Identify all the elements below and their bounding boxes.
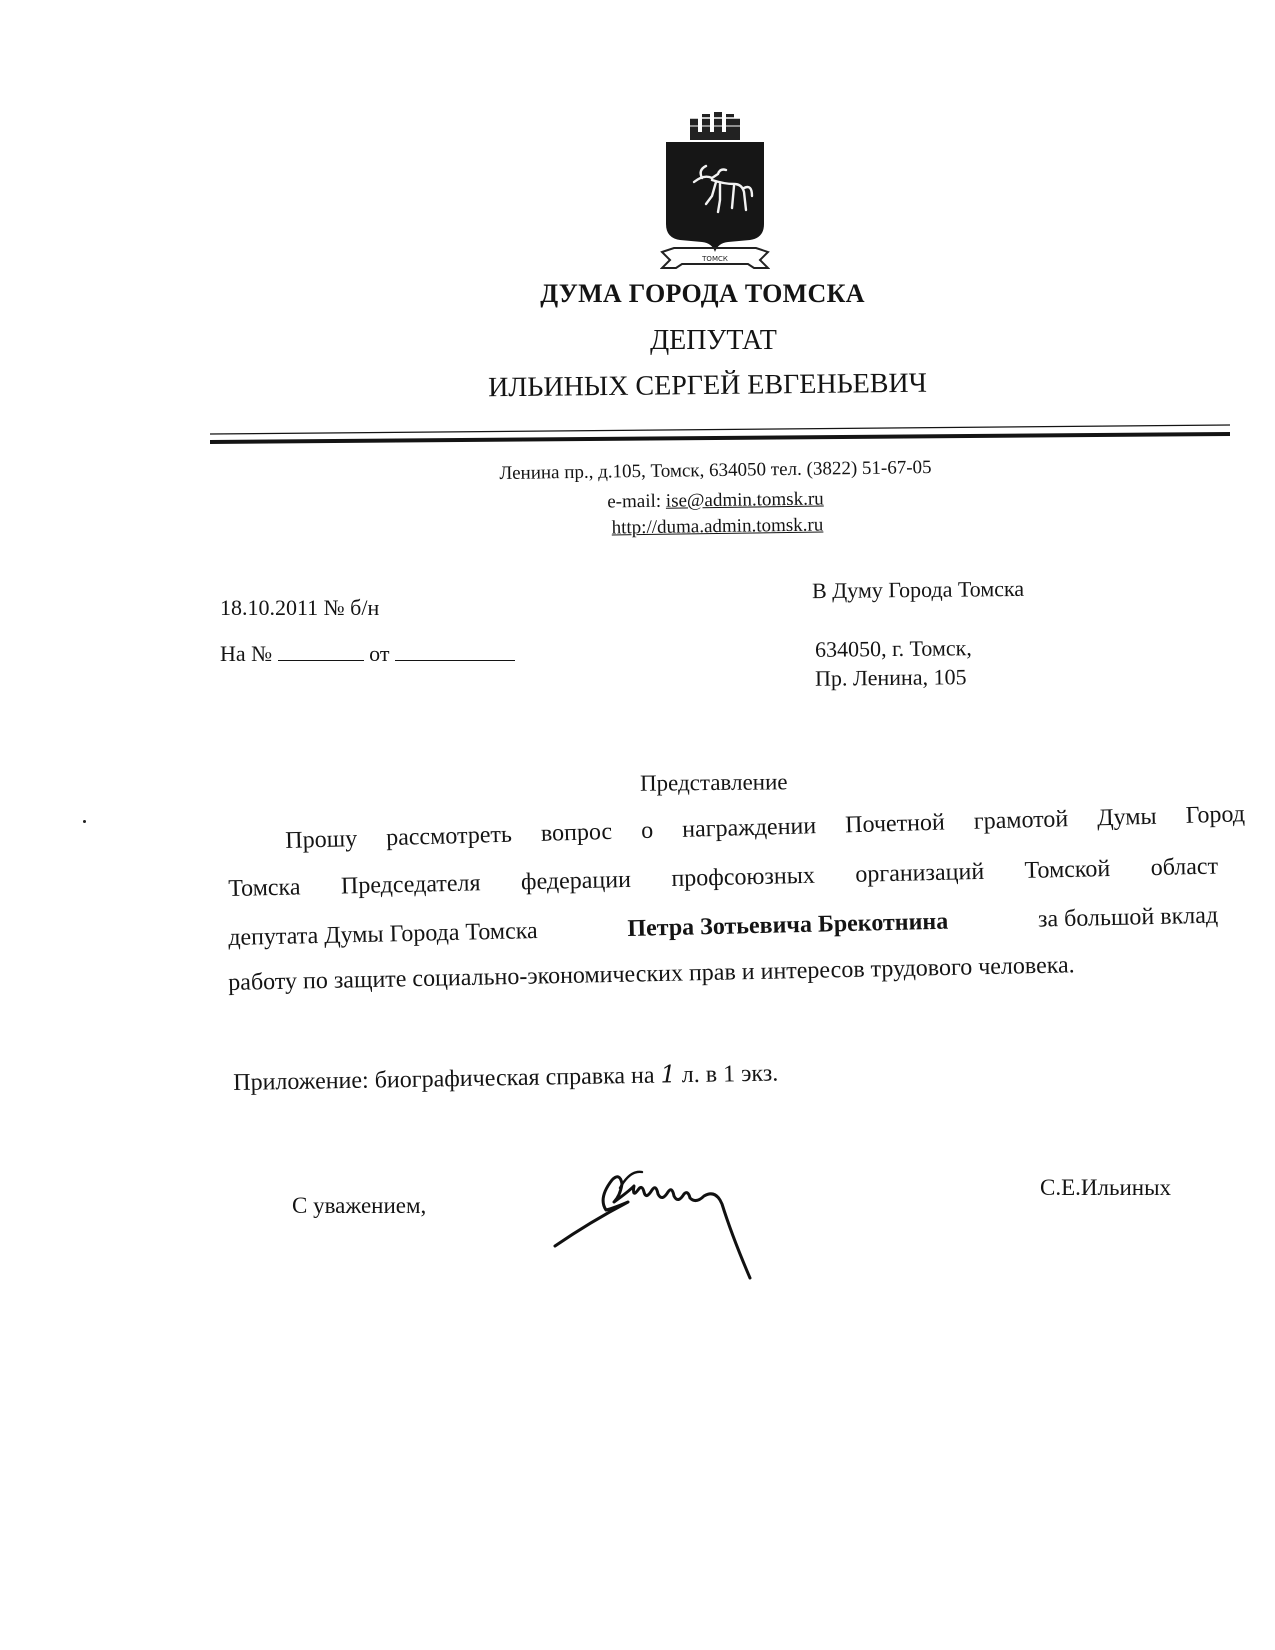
body-word: Томска [228, 874, 301, 902]
body-word: област [1150, 853, 1219, 882]
website-link[interactable]: http://duma.admin.tomsk.ru [611, 514, 824, 539]
appendix-handwritten-count: 1 [660, 1060, 677, 1089]
document-date-number: 18.10.2011 № б/н [220, 595, 380, 620]
recipient-line-1: В Думу Города Томска [811, 575, 1025, 604]
organization-title: ДУМА ГОРОДА ТОМСКА [540, 279, 865, 308]
recipient-line-3: Пр. Ленина, 105 [814, 664, 967, 691]
deputy-name: ИЛЬИНЫХ СЕРГЕЙ ЕВГЕНЬЕВИЧ [487, 367, 928, 404]
reference-from: от [369, 641, 390, 666]
body-line-2 [228, 854, 1218, 903]
shield-icon [666, 142, 764, 252]
reference-line [220, 640, 515, 667]
signer-name: С.Е.Ильиных [1040, 1175, 1172, 1200]
body-line-3 [228, 903, 1218, 952]
body-word: Думы [1096, 803, 1157, 832]
body-word: организаций [855, 858, 985, 888]
body-word: Председателя [340, 870, 481, 900]
body-word: Почетной [844, 809, 946, 839]
reference-date-blank [395, 640, 515, 661]
body-word: федерации [520, 866, 632, 896]
body-word: Прошу [285, 825, 358, 854]
recipient-line-2: 634050, г. Томск, [814, 635, 972, 662]
email-label: e-mail: [607, 490, 666, 513]
appendix-line [233, 1058, 778, 1097]
role-title: ДЕПУТАТ [650, 325, 777, 356]
email-link[interactable]: ise@admin.tomsk.ru [665, 488, 824, 512]
scan-speck [83, 820, 86, 823]
coat-of-arms-emblem [660, 112, 770, 278]
appendix-text: Приложение: биографическая справка на [233, 1062, 655, 1096]
appendix-text-end: л. в 1 экз. [681, 1060, 779, 1089]
body-line-1 [285, 801, 1245, 855]
awardee-name: Петра Зотьевича Брекотнина [627, 908, 949, 942]
header-divider [210, 424, 1230, 444]
body-word: вопрос [540, 818, 613, 847]
body-word: грамотой [973, 806, 1069, 835]
reference-number-blank [278, 640, 364, 661]
body-word: Город [1185, 801, 1246, 829]
body-word: о [640, 817, 654, 845]
coat-motto: ТОМСК [702, 255, 728, 263]
body-word: Томской [1024, 855, 1111, 884]
body-word: рассмотреть [385, 821, 513, 852]
body-line-4: работу по защите социально-экономических прав и интересов трудового человека. [228, 952, 1075, 996]
body-word: профсоюзных [671, 862, 816, 892]
body-word: награждении [681, 813, 817, 843]
reference-prefix: На № [220, 641, 273, 666]
body-text: за большой вклад [1037, 902, 1219, 933]
address-phone: Ленина пр., д.105, Томск, 634050 тел. (3822) 51-67-05 [499, 456, 932, 485]
document-title: Представление [639, 769, 788, 796]
signature-image [550, 1150, 760, 1285]
closing-salutation: С уважением, [292, 1193, 427, 1218]
body-text: депутата Думы Города Томска [228, 917, 538, 951]
crown-icon [690, 112, 740, 140]
